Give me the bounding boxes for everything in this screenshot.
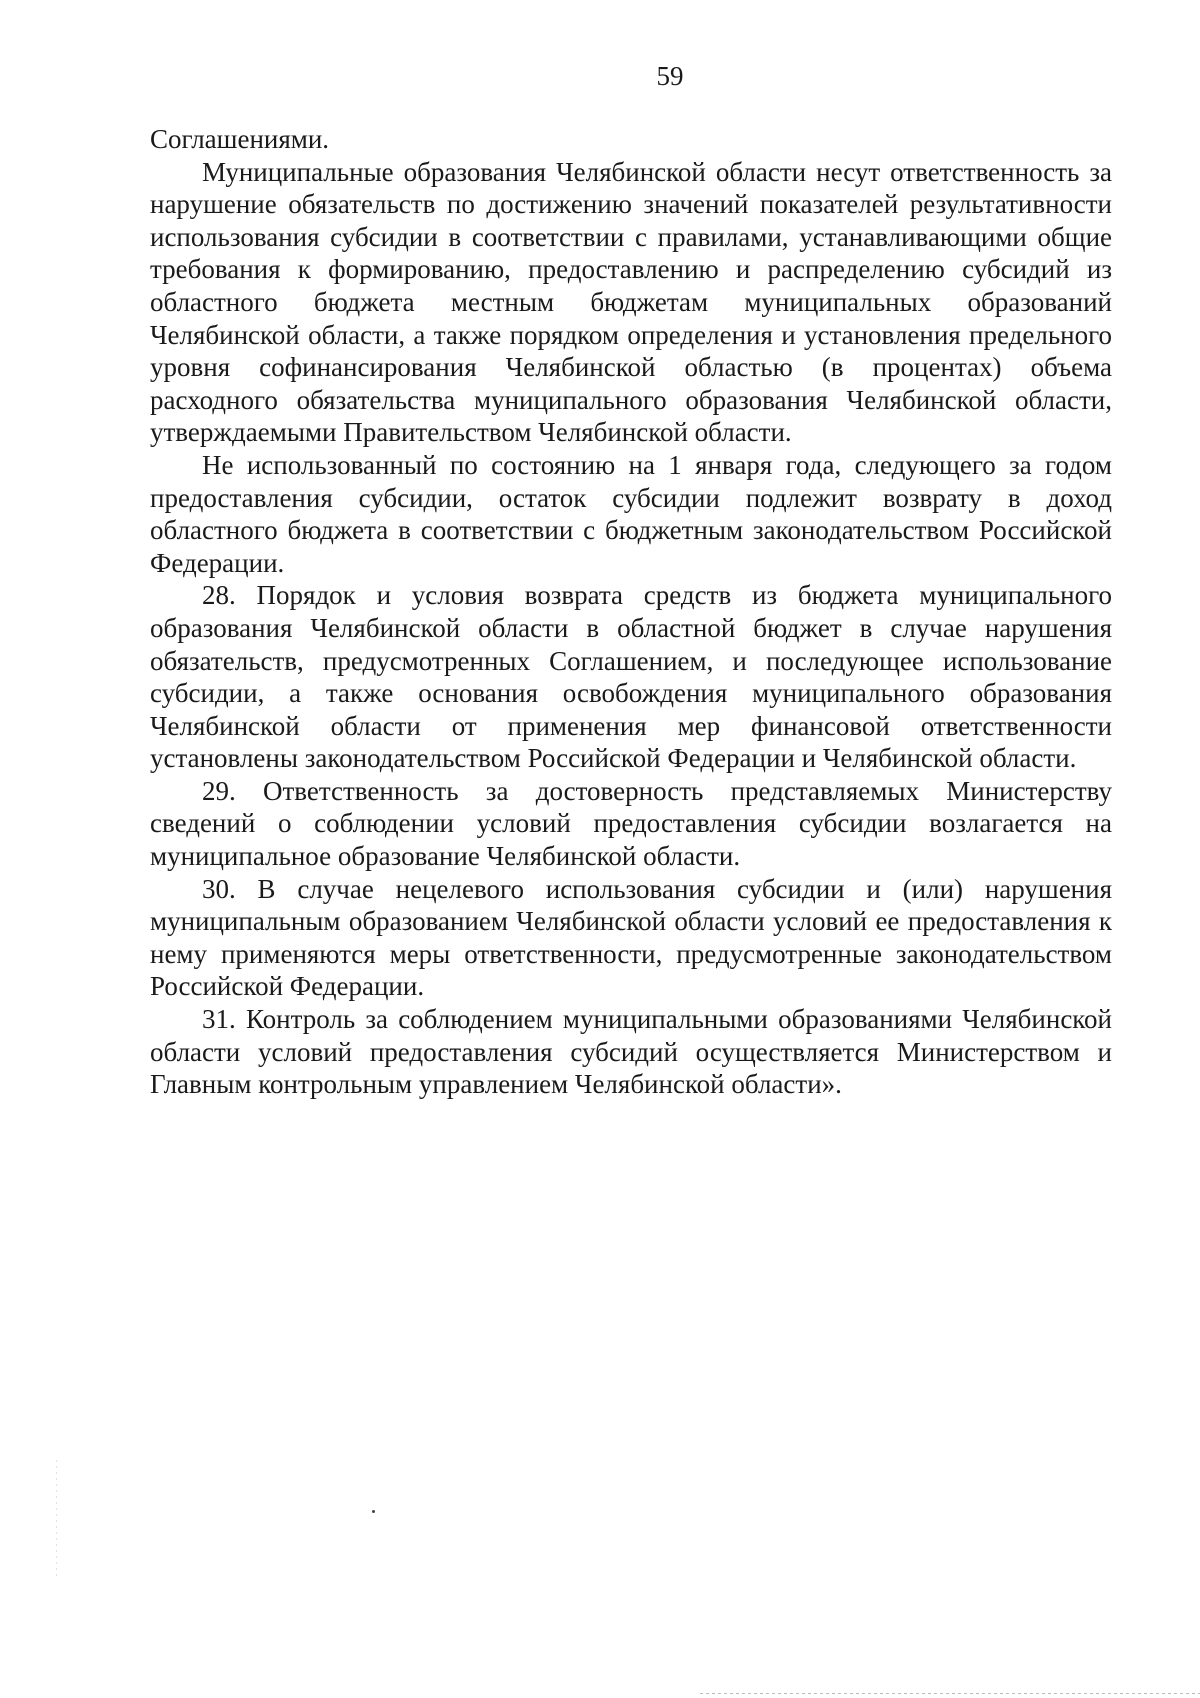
paragraph-item-31: 31. Контроль за соблюдением муниципальными образованиями Челябинской области условий предоставления субсидий осуществляется Министерством и Главным контрольным управлением Челябинской области». [150, 1004, 1112, 1100]
paragraph-unused-balance: Не использованный по состоянию на 1 января года, следующего за годом предоставления субсидии, остаток субсидии подлежит возврату в доход областного бюджета в соответствии с бюджетным законодательством Российской Федерации. [150, 449, 1112, 578]
scan-speck [372, 1510, 375, 1513]
paragraph-responsibility: Муниципальные образования Челябинской области несут ответственность за нарушение обязательств по достижению значений показателей результативности использования субсидии в соответствии с правилами, устанавливающими общие требования к формированию, предоставлению и распределению субсидий из областного бюджета местным бюджетам муниципальных образований Челябинской области, а также порядком определения и установления предельного уровня софинансирования Челябинской областью (в процентах) объема расходного обязательства муниципального образования Челябинской области, утверждаемыми Правительством Челябинской области. [150, 156, 1112, 448]
scan-edge-mark-left [56, 1460, 57, 1580]
paragraph-item-30: 30. В случае нецелевого использования субсидии и (или) нарушения муниципальным образованием Челябинской области условий ее предоставления к нему применяются меры ответственности, предусмотренные законодательством Российской Федерации. [150, 873, 1112, 1002]
paragraph-item-29: 29. Ответственность за достоверность представляемых Министерству сведений о соблюдении условий предоставления субсидии возлагается на муниципальное образование Челябинской области. [150, 775, 1112, 872]
paragraph-continuation: Соглашениями. [150, 124, 330, 154]
paragraph-item-28: 28. Порядок и условия возврата средств из бюджета муниципального образования Челябинской области в областной бюджет в случае нарушения обязательств, предусмотренных Соглашением, и последующее использование субсидии, а также основания освобождения муниципального образования Челябинской области от применения мер финансовой ответственности установлены законодательством Российской Федерации и Челябинской области. [150, 580, 1112, 774]
page-number: 59 [656, 61, 684, 91]
document-body [150, 123, 1112, 1101]
scan-edge-mark-bottom [700, 1693, 1200, 1694]
